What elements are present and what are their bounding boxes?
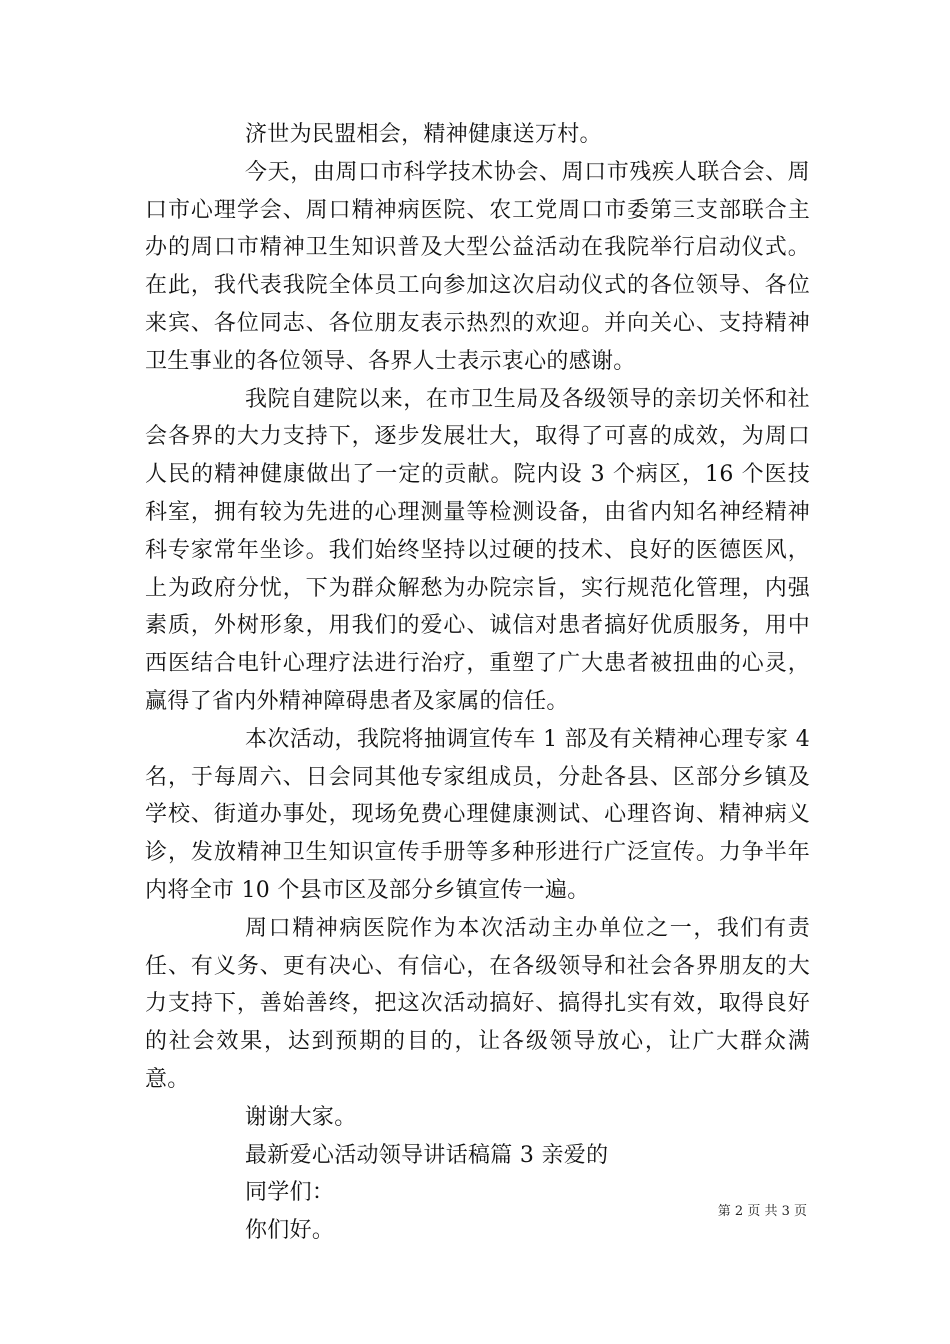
page-number-footer: 第 2 页 共 3 页: [717, 1204, 807, 1219]
paragraph-hospital-overview: 我院自建院以来，在市卫生局及各级领导的亲切关怀和社会各界的大力支持下，逐步发展壮大，取得了可喜的成效，为周口人民的精神健康做出了一定的贡献。院内设 3 个病区，16 个医技科室，拥有较为先进的心理测量等检测设备，由省内知名神经精神科专家常年坐诊。我们始终坚持以过硬的技术、良好的医德医风，上为政府分忧，下为群众解愁为办院宗旨，实行规范化管理，内强素质，外树形象，用我们的爱心、诚信对患者搞好优质服务，用中西医结合电针心理疗法进行治疗，重塑了广大患者被扭曲的心灵，赢得了省内外精神障碍患者及家属的信任。: [145, 386, 810, 714]
paragraph-commitment: 周口精神病医院作为本次活动主办单位之一，我们有责任、有义务、更有决心、有信心，在各级领导和社会各界朋友的大力支持下，善始善终，把这次活动搞好、搞得扎实有效，取得良好的社会效果，达到预期的目的，让各级领导放心，让广大群众满意。: [145, 915, 810, 1092]
paragraph-welcome: 今天，由周口市科学技术协会、周口市残疾人联合会、周口市心理学会、周口精神病医院、农工党周口市委第三支部联合主办的周口市精神卫生知识普及大型公益活动在我院举行启动仪式。在此，我代表我院全体员工向参加这次启动仪式的各位领导、各位来宾、各位同志、各位朋友表示热烈的欢迎。并向关心、支持精神卫生事业的各位领导、各界人士表示衷心的感谢。: [145, 159, 810, 374]
paragraph-thanks: 谢谢大家。: [245, 1104, 357, 1130]
document-body: [145, 116, 810, 1250]
paragraph-opening-line: 济世为民盟相会，精神健康送万村。: [245, 122, 602, 147]
paragraph-section-heading: 最新爱心活动领导讲话稿篇 3 亲爱的: [245, 1142, 609, 1168]
paragraph-greeting: 你们好。: [245, 1218, 335, 1244]
paragraph-activity-plan: 本次活动，我院将抽调宣传车 1 部及有关精神心理专家 4 名，于每周六、日会同其他专家组成员，分赴各县、区部分乡镇及学校、街道办事处，现场免费心理健康测试、心理咨询、精神病义诊，发放精神卫生知识宣传手册等多种形进行广泛宣传。力争半年内将全市 10 个县市区及部分乡镇宣传一遍。: [145, 726, 810, 903]
paragraph-salutation: 同学们：: [245, 1180, 335, 1206]
